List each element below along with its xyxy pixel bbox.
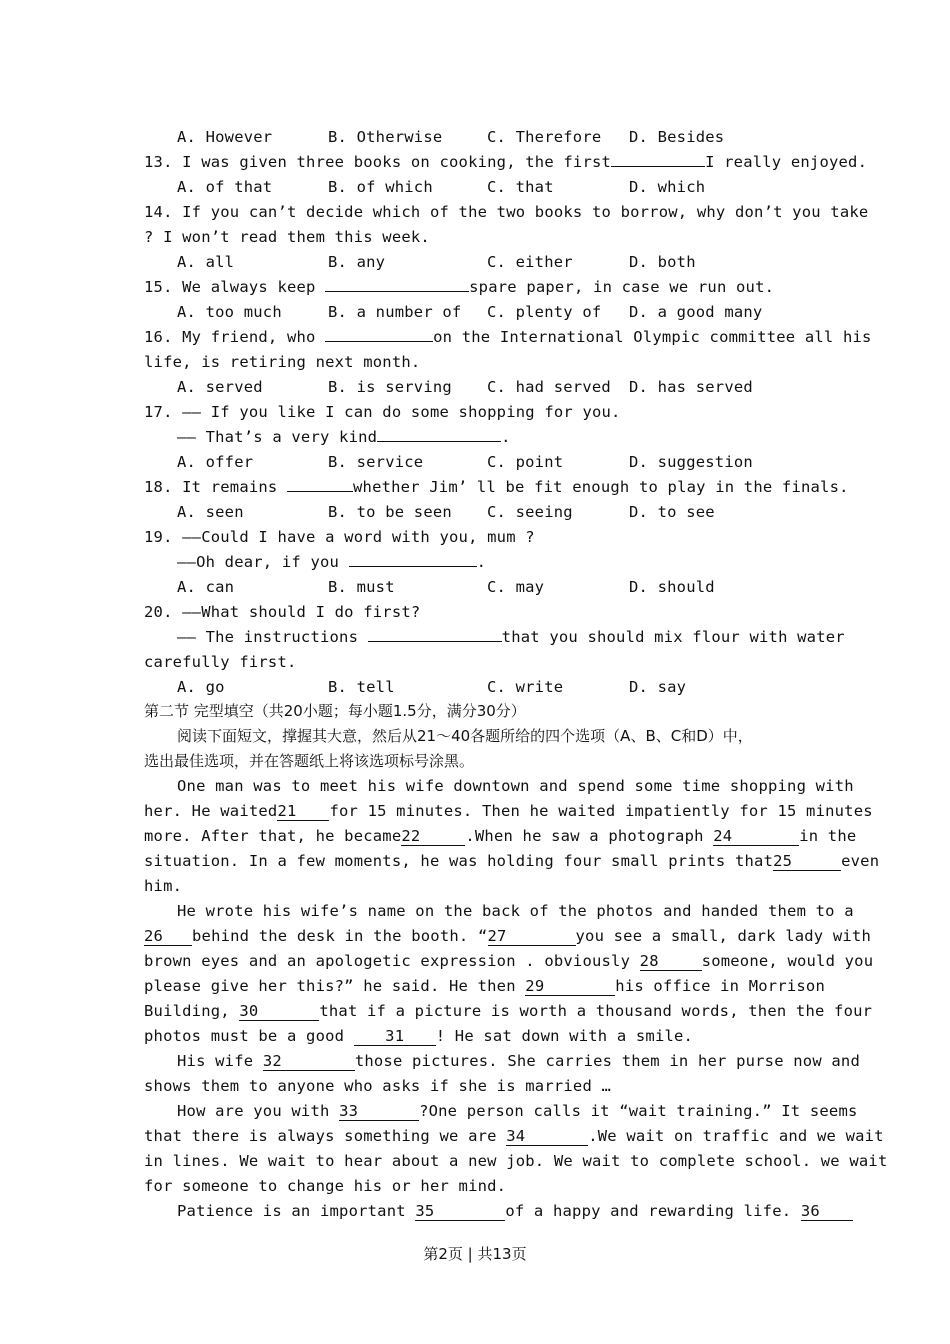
passage-line: Building, 30 that if a picture is worth a thousand words, then the four bbox=[144, 1002, 873, 1020]
q19-stem: 19. ——Could I have a word with you, mum ? bbox=[144, 528, 535, 546]
q20-option-d: D. say bbox=[629, 678, 687, 696]
q13-option-c: C. that bbox=[487, 178, 554, 196]
q20-reply: —— The instructions that you should mix flour with water bbox=[177, 628, 845, 646]
answer-blank: 28 bbox=[640, 952, 702, 971]
q12-option-c: C. Therefore bbox=[487, 128, 602, 146]
q13-option-a: A. of that bbox=[177, 178, 273, 196]
q17-option-d: D. suggestion bbox=[629, 453, 753, 471]
q15-option-a: A. too much bbox=[177, 303, 282, 321]
q15-stem: 15. We always keep spare paper, in case we run out. bbox=[144, 278, 775, 296]
q15-option-d: D. a good many bbox=[629, 303, 763, 321]
passage-line: her. He waited21 for 15 minutes. Then he waited impatiently for 15 minutes bbox=[144, 802, 873, 820]
passage-line: please give her this?” he said. He then 29 his office in Morrison bbox=[144, 977, 825, 995]
answer-blank: 35 bbox=[415, 1202, 505, 1221]
passage-line: His wife 32 those pictures. She carries them in her purse now and bbox=[177, 1052, 860, 1070]
page-footer: 第2页 | 共13页 bbox=[423, 1245, 527, 1263]
section-heading: 第二节 完型填空（共20小题；每小题1.5分，满分30分） bbox=[144, 702, 526, 720]
q12-option-b: B. Otherwise bbox=[328, 128, 443, 146]
q17-stem: 17. —— If you like I can do some shopping for you. bbox=[144, 403, 621, 421]
q18-stem: 18. It remains whether Jim’ ll be fit enough to play in the finals. bbox=[144, 478, 849, 496]
q16-option-b: B. is serving bbox=[328, 378, 452, 396]
passage-line: Patience is an important 35 of a happy and rewarding life. 36 bbox=[177, 1199, 806, 1224]
answer-blank bbox=[611, 166, 705, 167]
passage-line: that there is always something we are 34 .We wait on traffic and we wait bbox=[144, 1127, 884, 1145]
q12-option-a: A. However bbox=[177, 128, 273, 146]
q18-option-b: B. to be seen bbox=[328, 503, 452, 521]
q20-option-a: A. go bbox=[177, 678, 225, 696]
q16-option-a: A. served bbox=[177, 378, 263, 396]
q19-option-d: D. should bbox=[629, 578, 715, 596]
q19-option-c: C. may bbox=[487, 578, 545, 596]
q15-option-b: B. a number of bbox=[328, 303, 462, 321]
answer-blank: 27 bbox=[488, 927, 576, 946]
answer-blank: 25 bbox=[773, 852, 841, 871]
q14-stem: 14. If you can’t decide which of the two books to borrow, why don’t you take bbox=[144, 203, 869, 221]
passage-line: in lines. We wait to hear about a new job. We wait to complete school. we wait bbox=[144, 1152, 888, 1170]
q13-option-b: B. of which bbox=[328, 178, 433, 196]
q20-stem: 20. ——What should I do first? bbox=[144, 603, 421, 621]
answer-blank bbox=[287, 491, 353, 492]
answer-blank: 21 bbox=[277, 802, 329, 821]
section-instruction: 阅读下面短文，撑握其大意，然后从21～40各题所给的四个选项（A、B、C和D）中， bbox=[177, 727, 753, 745]
q16-stem-cont: life, is retiring next month. bbox=[144, 353, 421, 371]
answer-blank bbox=[325, 291, 469, 292]
answer-blank: 24 bbox=[713, 827, 799, 846]
passage-line: 26 behind the desk in the booth. “27 you see a small, dark lady with bbox=[144, 927, 872, 945]
q18-option-c: C. seeing bbox=[487, 503, 573, 521]
answer-blank: 31 bbox=[354, 1027, 436, 1046]
q17-option-b: B. service bbox=[328, 453, 424, 471]
q17-option-a: A. offer bbox=[177, 453, 254, 471]
q14-option-d: D. both bbox=[629, 253, 696, 271]
q16-option-c: C. had served bbox=[487, 378, 611, 396]
answer-blank: 29 bbox=[525, 977, 615, 996]
answer-blank bbox=[368, 641, 502, 642]
answer-blank: 22 bbox=[401, 827, 465, 846]
passage-line: brown eyes and an apologetic expression . obviously 28 someone, would you bbox=[144, 952, 874, 970]
q17-reply: —— That’s a very kind . bbox=[177, 428, 511, 446]
passage-line: shows them to anyone who asks if she is married … bbox=[144, 1077, 612, 1095]
q16-option-d: D. has served bbox=[629, 378, 753, 396]
q14-option-c: C. either bbox=[487, 253, 573, 271]
section-instruction-cont: 选出最佳选项，并在答题纸上将该选项标号涂黑。 bbox=[144, 752, 475, 770]
q19-option-b: B. must bbox=[328, 578, 395, 596]
answer-blank: 33 bbox=[339, 1102, 419, 1121]
answer-blank: 30 bbox=[239, 1002, 319, 1021]
q17-option-c: C. point bbox=[487, 453, 564, 471]
q18-option-d: D. to see bbox=[629, 503, 715, 521]
q18-option-a: A. seen bbox=[177, 503, 244, 521]
q19-option-a: A. can bbox=[177, 578, 235, 596]
q13-stem: 13. I was given three books on cooking, the first I really enjoyed. bbox=[144, 153, 868, 171]
q16-stem: 16. My friend, who on the International Olympic committee all his bbox=[144, 328, 872, 346]
answer-blank bbox=[349, 566, 477, 567]
answer-blank: 32 bbox=[263, 1052, 355, 1071]
passage-line: One man was to meet his wife downtown and spend some time shopping with bbox=[177, 777, 854, 795]
answer-blank: 34 bbox=[506, 1127, 588, 1146]
q14-option-a: A. all bbox=[177, 253, 235, 271]
answer-blank bbox=[377, 441, 501, 442]
answer-blank: 36 bbox=[801, 1202, 853, 1221]
answer-blank: 26 bbox=[144, 927, 192, 946]
q20-option-b: B. tell bbox=[328, 678, 395, 696]
passage-line: He wrote his wife’s name on the back of the photos and handed them to a bbox=[177, 902, 854, 920]
q20-option-c: C. write bbox=[487, 678, 564, 696]
passage-line: more. After that, he became22 .When he saw a photograph 24 in the bbox=[144, 827, 857, 845]
q14-option-b: B. any bbox=[328, 253, 386, 271]
passage-line: him. bbox=[144, 877, 183, 895]
q19-reply: ——Oh dear, if you . bbox=[177, 553, 487, 571]
passage-line: for someone to change his or her mind. bbox=[144, 1177, 507, 1195]
q20-stem-cont: carefully first. bbox=[144, 653, 297, 671]
passage-line: How are you with 33 ?One person calls it “wait training.” It seems bbox=[177, 1102, 858, 1120]
passage-line: situation. In a few moments, he was holding four small prints that25 even bbox=[144, 852, 880, 870]
passage-line: photos must be a good 31 ! He sat down with a smile. bbox=[144, 1027, 694, 1045]
q14-stem-cont: ? I won’t read them this week. bbox=[144, 228, 430, 246]
answer-blank bbox=[325, 341, 433, 342]
q15-option-c: C. plenty of bbox=[487, 303, 602, 321]
q13-option-d: D. which bbox=[629, 178, 706, 196]
q12-option-d: D. Besides bbox=[629, 128, 725, 146]
